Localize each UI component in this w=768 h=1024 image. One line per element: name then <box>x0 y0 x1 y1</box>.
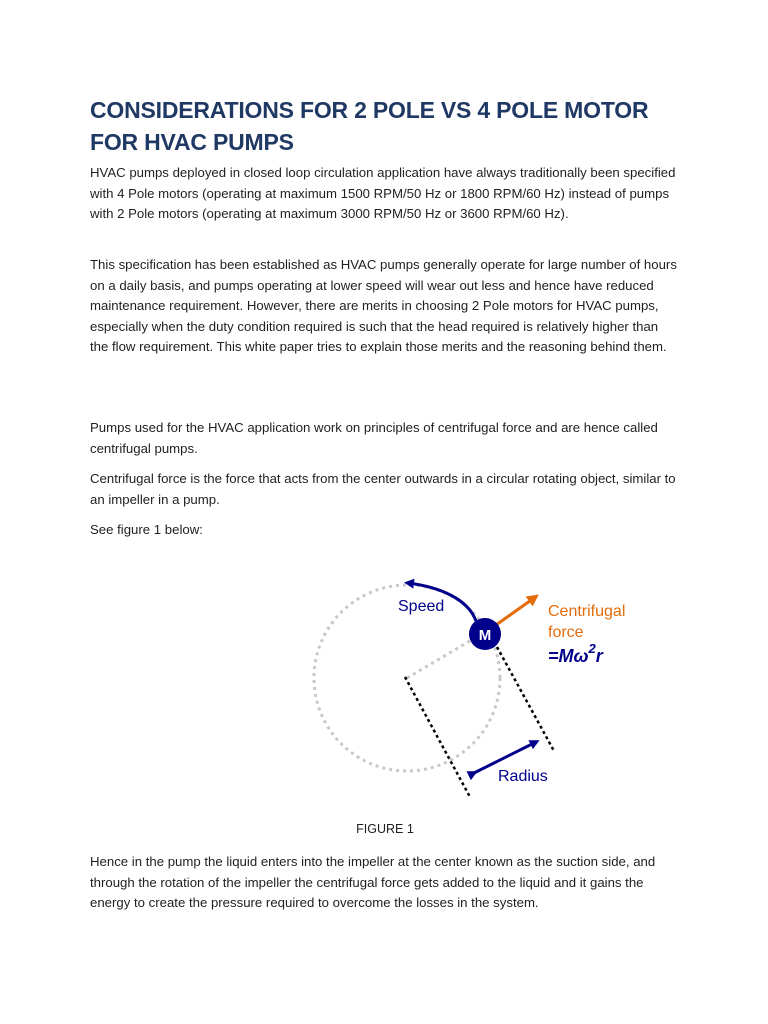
paragraph-centrifugal-pumps: Pumps used for the HVAC application work on principles of centrifugal force and are hence called centrifugal pumps. <box>90 420 658 456</box>
radius-line <box>407 635 480 678</box>
mass-label: M <box>478 627 492 644</box>
paragraph-pump-energy: Hence in the pump the liquid enters into the impeller at the center known as the suction side, and through the rotation of the impeller the centrifugal force gets added to the liquid and it gains the energy to create the pressure required to overcome the losses in the system. <box>90 854 656 911</box>
formula-prefix: =M <box>548 646 574 666</box>
formula-suffix: r <box>595 646 603 666</box>
centrifugal-force-diagram <box>290 565 650 810</box>
radius-label: Radius <box>498 768 548 785</box>
speed-label: Speed <box>398 598 445 615</box>
dimension-line-right <box>497 647 554 751</box>
centrifugal-force-arrow <box>496 598 534 625</box>
paragraph-centrifugal-force: Centrifugal force is the force that acts from the center outwards in a circular rotating object, similar to an impeller in a pump. <box>90 471 676 507</box>
figure-caption: FIGURE 1 <box>356 822 414 836</box>
formula-omega: ω <box>573 646 589 666</box>
formula-exponent: 2 <box>588 641 596 656</box>
paragraph-pole-spec: HVAC pumps deployed in closed loop circulation application have always traditionally been specified with 4 Pole motors (operating at maximum 1500 RPM/50 Hz or 1800 RPM/60 Hz) instead of pumps with 2 Pole motors (operating at maximum 3000 RPM/50 Hz or 3600 RPM/60 Hz). <box>90 165 676 222</box>
paragraph-specification-reason: This specification has been established as HVAC pumps generally operate for large number of hours on a daily basis, and pumps operating at lower speed will wear out less and hence have reduced maintenance requirement. However, there are merits in choosing 2 Pole motors for HVAC pumps, especially when the duty condition required is such that the head required is relatively higher than the flow requirement. This white paper tries to explain those merits and the reasoning behind them. <box>90 257 677 355</box>
force-label: force <box>548 624 584 641</box>
formula <box>548 641 604 666</box>
centrifugal-label: Centrifugal <box>548 603 626 620</box>
dimension-line-left <box>405 677 470 797</box>
paragraph-see-figure: See figure 1 below: <box>90 522 203 537</box>
document-title: CONSIDERATIONS FOR 2 POLE VS 4 POLE MOTOR FOR HVAC PUMPS <box>90 97 649 155</box>
centrifugal-force-figure <box>290 565 650 810</box>
